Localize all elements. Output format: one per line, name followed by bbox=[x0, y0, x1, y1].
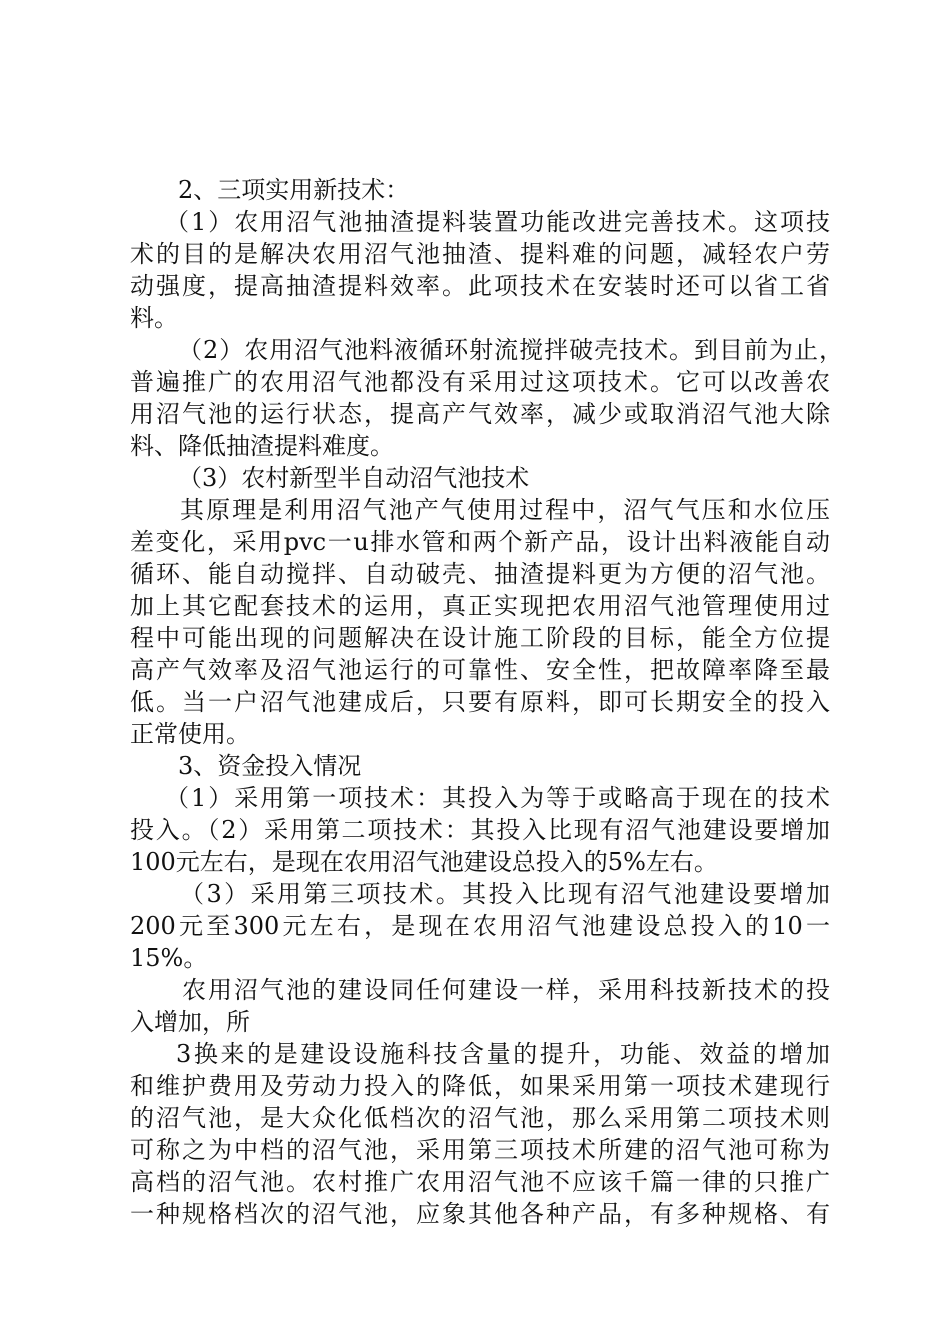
text-line: 可称之为中档的沼气池，采用第三项技术所建的沼气池可称为 bbox=[130, 1136, 830, 1164]
text-line: 动强度，提高抽渣提料效率。此项技术在安装时还可以省工省 bbox=[130, 272, 830, 300]
text-line: 程中可能出现的问题解决在设计施工阶段的目标，能全方位提 bbox=[130, 624, 830, 652]
section-heading-3: 3、资金投入情况 bbox=[178, 752, 362, 780]
text-line: （1）农用沼气池抽渣提料装置功能改进完善技术。这项技 bbox=[165, 208, 830, 236]
text-line: 和维护费用及劳动力投入的降低，如果采用第一项技术建现行 bbox=[130, 1072, 830, 1100]
text-line: 的沼气池，是大众化低档次的沼气池，那么采用第二项技术则 bbox=[130, 1104, 830, 1132]
text-line: （2）农用沼气池料液循环射流搅拌破壳技术。到目前为止， bbox=[178, 336, 843, 364]
text-line: 正常使用。 bbox=[130, 720, 250, 748]
text-line: 高产气效率及沼气池运行的可靠性、安全性，把故障率降至最 bbox=[130, 656, 830, 684]
text-line: 15%。 bbox=[130, 944, 208, 972]
subsection-heading-3: （3）农村新型半自动沼气池技术 bbox=[178, 464, 530, 492]
text-line: 100元左右，是现在农用沼气池建设总投入的5%左右。 bbox=[130, 848, 718, 876]
text-line: 其原理是利用沼气池产气使用过程中，沼气气压和水位压 bbox=[180, 496, 830, 524]
text-line: 农用沼气池的建设同任何建设一样，采用科技新技术的投 bbox=[182, 976, 830, 1004]
text-line: 一种规格档次的沼气池，应象其他各种产品，有多种规格、有 bbox=[130, 1200, 830, 1228]
text-line: 用沼气池的运行状态，提高产气效率，减少或取消沼气池大除 bbox=[130, 400, 830, 428]
text-line: 差变化，采用pvc一u排水管和两个新产品，设计出料液能自动 bbox=[130, 528, 830, 556]
text-line: 料。 bbox=[130, 304, 178, 332]
text-line: 200元至300元左右，是现在农用沼气池建设总投入的10一 bbox=[130, 912, 830, 940]
text-line: 入增加，所 bbox=[130, 1008, 250, 1036]
text-line: （1）采用第一项技术：其投入为等于或略高于现在的技术 bbox=[165, 784, 830, 812]
section-heading-2: 2、三项实用新技术： bbox=[178, 176, 410, 204]
text-line: 3换来的是建设设施科技含量的提升，功能、效益的增加 bbox=[176, 1040, 830, 1068]
text-line: 术的目的是解决农用沼气池抽渣、提料难的问题，减轻农户劳 bbox=[130, 240, 830, 268]
text-line: 普遍推广的农用沼气池都没有采用过这项技术。它可以改善农 bbox=[130, 368, 830, 396]
text-line: 高档的沼气池。农村推广农用沼气池不应该千篇一律的只推广 bbox=[130, 1168, 830, 1196]
text-line: 循环、能自动搅拌、自动破壳、抽渣提料更为方便的沼气池。 bbox=[130, 560, 830, 588]
text-line: （3）采用第三项技术。其投入比现有沼气池建设要增加 bbox=[180, 880, 830, 908]
text-line: 低。当一户沼气池建成后，只要有原料，即可长期安全的投入 bbox=[130, 688, 830, 716]
text-line: 料、降低抽渣提料难度。 bbox=[130, 432, 394, 460]
text-line: 投入。（2）采用第二项技术：其投入比现有沼气池建设要增加 bbox=[130, 816, 830, 844]
text-line: 加上其它配套技术的运用，真正实现把农用沼气池管理使用过 bbox=[130, 592, 830, 620]
